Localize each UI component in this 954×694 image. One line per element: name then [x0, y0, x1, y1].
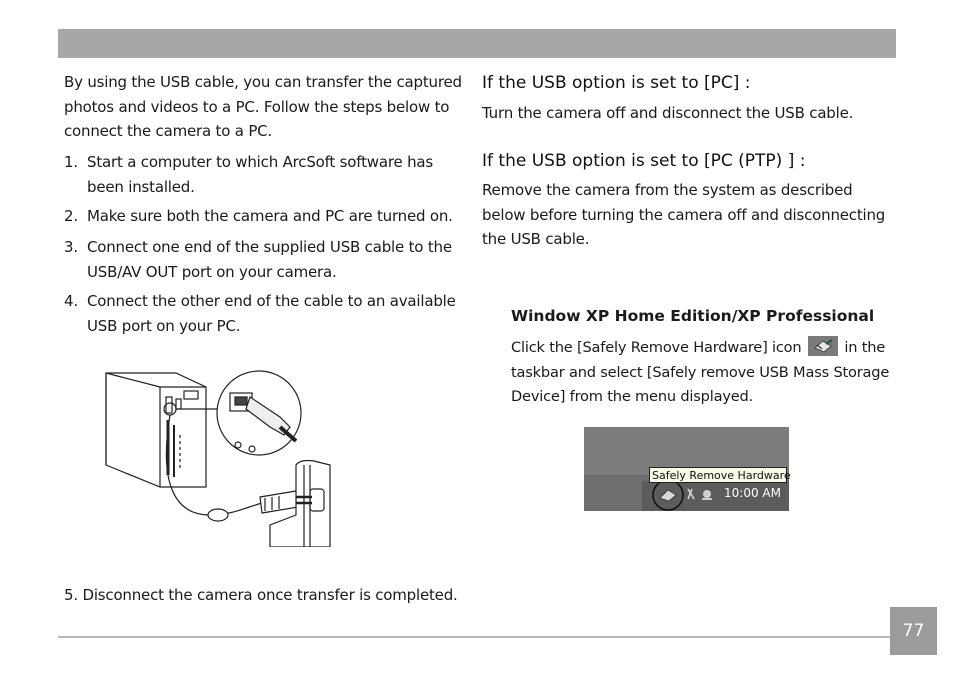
- safely-remove-hardware-icon: [808, 336, 838, 356]
- section-heading-ptp: If the USB option is set to [PC (PTP) ] :: [482, 151, 806, 171]
- list-item: [64, 150, 464, 200]
- list-item: [64, 204, 464, 230]
- step-number: 1.: [64, 153, 78, 171]
- step-number: 3.: [64, 238, 78, 256]
- section-heading-pc: If the USB option is set to [PC] :: [482, 73, 751, 93]
- tooltip: Safely Remove Hardware: [649, 467, 787, 483]
- step-number: 4.: [64, 292, 78, 310]
- ptp-instruction: Remove the camera from the system as described below before turning the camera off and disconnecting the USB cable.: [482, 181, 886, 248]
- footer-rule: [58, 636, 890, 638]
- list-item: [64, 235, 464, 285]
- usb-connection-illustration: [100, 365, 335, 547]
- list-item: [64, 289, 464, 339]
- xp-text-before: Click the [Safely Remove Hardware] icon: [511, 339, 802, 356]
- xp-heading: Window XP Home Edition/XP Professional: [511, 307, 875, 325]
- step-text: Make sure both the camera and PC are turned on.: [87, 207, 453, 225]
- taskbar-clock: 10:00 AM: [724, 486, 781, 500]
- step-number: 2.: [64, 207, 78, 225]
- step-text: Connect one end of the supplied USB cable to the USB/AV OUT port on your camera.: [87, 238, 452, 281]
- xp-instruction: [511, 336, 896, 410]
- step-text: Start a computer to which ArcSoft software has been installed.: [87, 153, 433, 196]
- header-bar: [58, 29, 896, 58]
- step-text: Connect the other end of the cable to an available USB port on your PC.: [87, 292, 456, 335]
- taskbar-screenshot: [584, 427, 789, 511]
- pc-instruction: Turn the camera off and disconnect the USB cable.: [482, 104, 854, 122]
- xp-text-after: in the taskbar and select [Safely remove USB Mass Storage Device] from the menu displayed.: [511, 339, 890, 405]
- step-5-text: 5. Disconnect the camera once transfer is completed.: [64, 586, 458, 604]
- intro-paragraph: By using the USB cable, you can transfer the captured photos and videos to a PC. Follow the steps below to connect the camera to a PC.: [64, 73, 462, 140]
- page-number: 77: [890, 607, 937, 655]
